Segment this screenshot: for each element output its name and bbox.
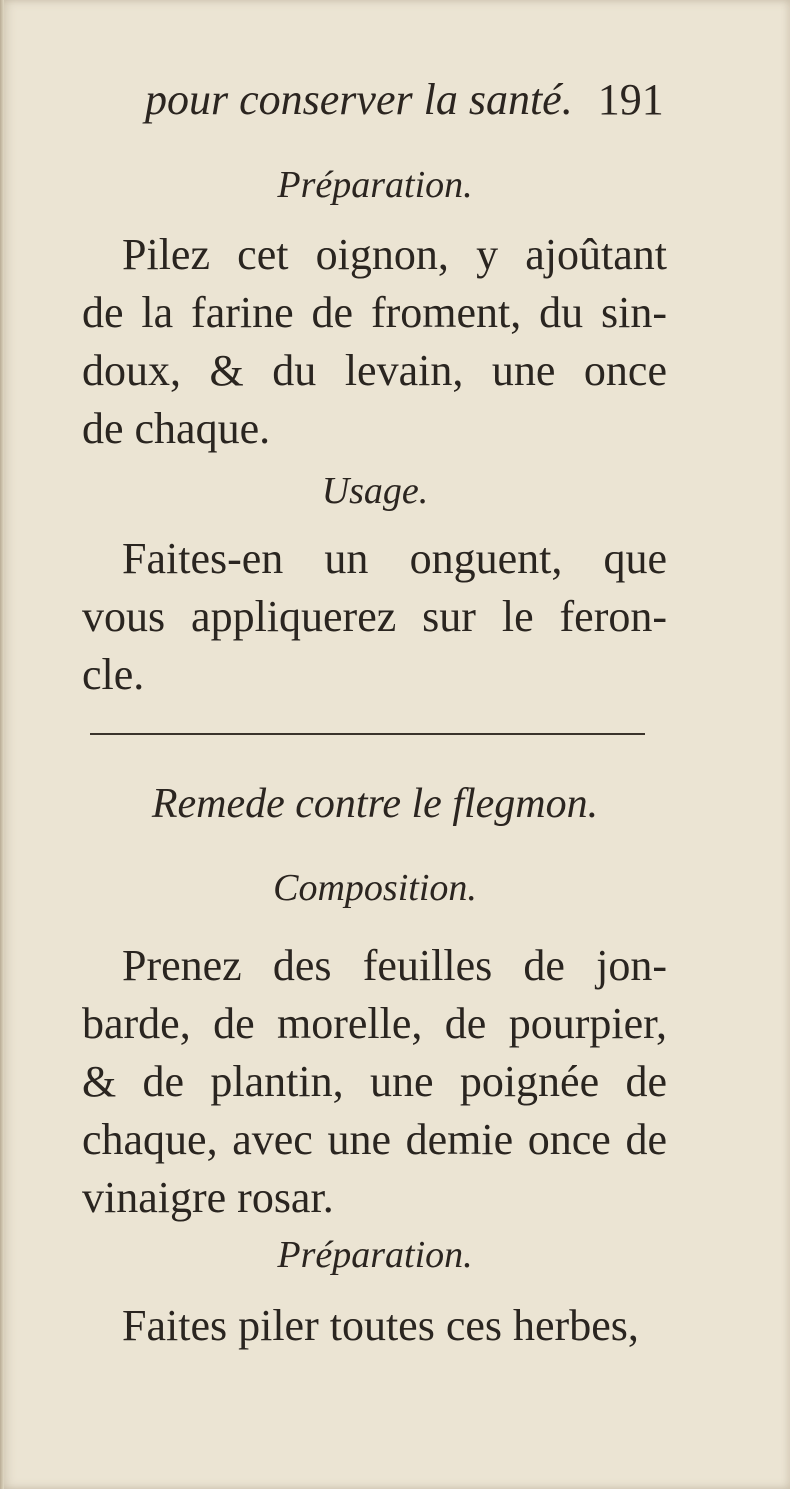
text-line: cle. [82, 650, 145, 699]
text-line: Pilez cet oignon, y ajoûtant [122, 230, 667, 279]
running-head [145, 74, 665, 125]
text-line: de la farine de froment, du sin- [82, 288, 667, 337]
text-line: chaque, avec une demie once de [82, 1115, 667, 1164]
composition-heading: Composition. [273, 867, 477, 909]
remedy-title: Remede contre le flegmon. [151, 781, 599, 827]
text-line: de chaque. [82, 404, 271, 453]
text-line: vinaigre rosar. [82, 1173, 334, 1222]
usage-paragraph [82, 530, 667, 704]
preparation-paragraph-2 [82, 1297, 667, 1355]
running-head-title: pour conserver la santé. [145, 75, 573, 124]
page-number: 191 [597, 75, 664, 124]
text-line: doux, & du levain, une once [82, 346, 667, 395]
text-line: Prenez des feuilles de jon- [122, 941, 667, 990]
section-divider [90, 733, 645, 735]
text-line: barde, de morelle, de pourpier, [82, 999, 667, 1048]
text-line: & de plantin, une poignée de [82, 1057, 667, 1106]
preparation-paragraph [82, 226, 667, 458]
preparation-heading-2: Préparation. [277, 1234, 473, 1276]
usage-heading: Usage. [321, 470, 429, 512]
composition-paragraph [82, 937, 667, 1227]
text-line: Faites piler toutes ces herbes, [122, 1301, 639, 1350]
preparation-heading: Préparation. [277, 164, 473, 206]
text-line: vous appliquerez sur le feron- [82, 592, 667, 641]
text-line: Faites-en un onguent, que [122, 534, 667, 583]
